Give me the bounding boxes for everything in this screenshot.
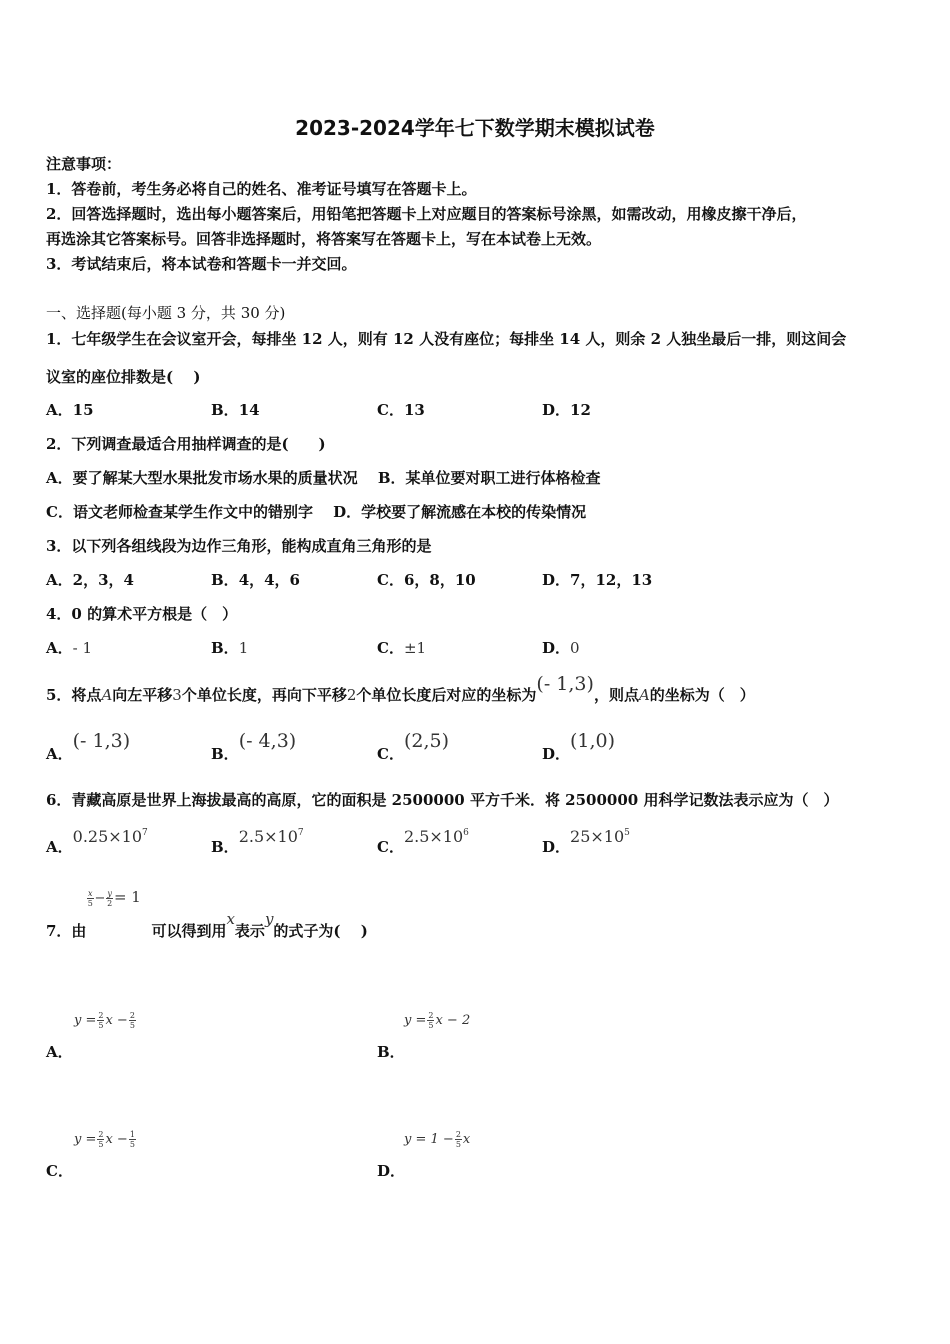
q7-option-b-formula: y = $\frac{2}{5}$ x − 2 [404, 1011, 471, 1030]
notice-item: 再选涂其它答案标号。回答非选择题时，将答案写在答题卡上，写在本试卷上无效。 [46, 230, 602, 248]
q1-option-c: C．13 [377, 401, 425, 419]
q5-option-a: A．(- 1,3) [46, 730, 131, 763]
notice-item: 2．回答选择题时，选出每小题答案后，用铅笔把答题卡上对应题目的答案标号涂黑，如需改动，用橡皮擦干净后， [46, 205, 807, 223]
section-heading: 一、选择题(每小题 3 分，共 30 分) [46, 304, 286, 322]
q1-stem-line2: 议室的座位排数是( ) [46, 368, 201, 386]
q6-option-b: B．$2.5\times 10^7$ [211, 827, 304, 856]
q1-option-b: B．14 [211, 401, 260, 419]
q7-option-c-formula: y = $\frac{2}{5}$ x − $\frac{1}{5}$ [74, 1130, 135, 1149]
q7-option-a-formula: y = $\frac{2}{5}$ x − $\frac{2}{5}$ [74, 1011, 135, 1030]
q3-stem: 3．以下列各组线段为边作三角形，能构成直角三角形的是 [46, 537, 432, 555]
q3-option-d: D．7，12，13 [542, 571, 653, 589]
q1-option-d: D．12 [542, 401, 591, 419]
notice-item: 1．答卷前，考生务必将自己的姓名、准考证号填写在答题卡上。 [46, 180, 477, 198]
q7-option-c-label: C． [46, 1162, 73, 1180]
q2-options-row2: C．语文老师检查某学生作文中的错别字 D．学校要了解流感在本校的传染情况 [46, 503, 587, 521]
q5-option-c: C．(2,5) [377, 730, 449, 763]
q1-option-a: A．15 [46, 401, 94, 419]
page-title: 2023-2024学年七下数学期末模拟试卷 [295, 116, 655, 140]
q6-option-a: A．$0.25\times 10^7$ [46, 827, 148, 856]
q7-equation: $\frac{x}{5}$ − $\frac{y}{2}$ = 1 [87, 888, 141, 908]
q7-option-a-label: A． [46, 1043, 73, 1061]
q4-option-b: B．1 [211, 639, 249, 657]
q7-stem: 7．由 可以得到用x表示y的式子为( ) [46, 910, 368, 940]
q4-stem: 4．0 的算术平方根是（ ） [46, 605, 238, 623]
q5-option-b: B．(- 4,3) [211, 730, 297, 763]
q7-option-b-label: B． [377, 1043, 405, 1061]
q6-option-d: D．$25\times 10^5$ [542, 827, 630, 856]
q1-stem-line1: 1．七年级学生在会议室开会，每排坐 12 人，则有 12 人没有座位；每排坐 14 人，则余 2 人独坐最后一排，则这间会 [46, 330, 847, 348]
q4-option-d: D．0 [542, 639, 580, 657]
q6-stem: 6．青藏高原是世界上海拔最高的高原，它的面积是 2500000 平方千米．将 2500000 用科学记数法表示应为（ ） [46, 791, 839, 809]
q5-stem: 5．将点A向左平移3个单位长度，再向下平移2个单位长度后对应的坐标为(- 1,3)，则点A的坐标为（ ） [46, 673, 755, 704]
notice-heading: 注意事项： [46, 155, 122, 173]
q3-option-a: A．2，3，4 [46, 571, 134, 589]
q4-option-c: C．±1 [377, 639, 427, 657]
q7-option-d-formula: y = 1 − $\frac{2}{5}$ x [404, 1130, 471, 1149]
q5-option-d: D．(1,0) [542, 730, 616, 763]
q7-option-d-label: D． [377, 1162, 406, 1180]
q3-option-c: C．6，8，10 [377, 571, 476, 589]
q6-option-c: C．$2.5\times 10^6$ [377, 827, 469, 856]
q3-option-b: B．4，4，6 [211, 571, 300, 589]
q4-option-a: A．- 1 [46, 639, 93, 657]
q2-stem: 2．下列调查最适合用抽样调查的是( ) [46, 435, 326, 453]
notice-item: 3．考试结束后，将本试卷和答题卡一并交回。 [46, 255, 357, 273]
q2-options-row1: A．要了解某大型水果批发市场水果的质量状况 B．某单位要对职工进行体格检查 [46, 469, 601, 487]
